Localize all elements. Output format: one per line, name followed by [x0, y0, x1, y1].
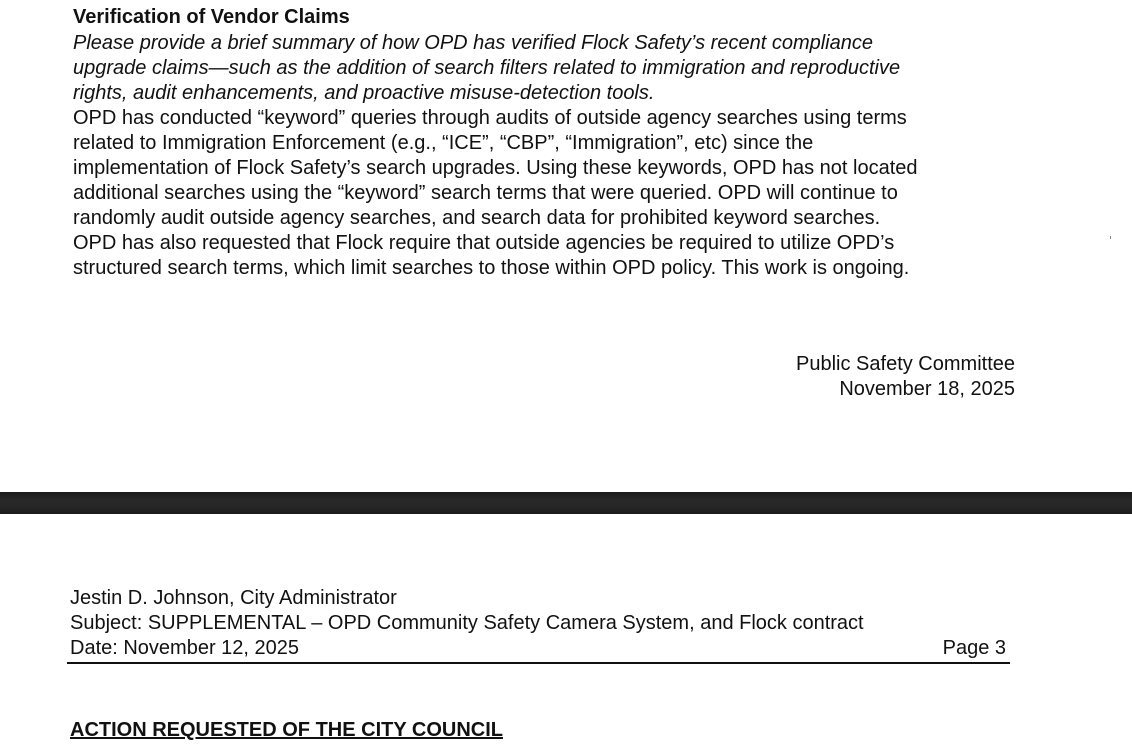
section-heading: Verification of Vendor Claims	[73, 6, 350, 28]
scan-speck	[1110, 236, 1111, 239]
next-section-title: ACTION REQUESTED OF THE CITY COUNCIL	[70, 719, 503, 741]
page-number: Page 3	[942, 637, 1006, 659]
answer-line: implementation of Flock Safety’s search upgrades. Using these keywords, OPD has not located	[73, 157, 918, 179]
answer-line: OPD has conducted “keyword” queries through audits of outside agency searches using terms	[73, 107, 907, 129]
question-line: upgrade claims—such as the addition of search filters related to immigration and reproductive	[73, 57, 901, 79]
answer-line: OPD has also requested that Flock require that outside agencies be required to utilize OPD’s	[73, 232, 895, 254]
header-date: Date: November 12, 2025	[70, 637, 300, 659]
answer-line: randomly audit outside agency searches, and search data for prohibited keyword searches.	[73, 207, 881, 229]
header-rule	[67, 662, 1010, 664]
question-line: Please provide a brief summary of how OPD has verified Flock Safety’s recent compliance	[73, 32, 873, 54]
question-line: rights, audit enhancements, and proactive misuse-detection tools.	[73, 82, 655, 104]
footer-date: November 18, 2025	[839, 378, 1015, 400]
answer-line: structured search terms, which limit searches to those within OPD policy. This work is ongoing.	[73, 257, 910, 279]
answer-line: related to Immigration Enforcement (e.g., “ICE”, “CBP”, “Immigration”, etc) since the	[73, 132, 814, 154]
page-break-divider	[0, 492, 1132, 514]
header-author: Jestin D. Johnson, City Administrator	[70, 587, 397, 609]
footer-committee: Public Safety Committee	[796, 353, 1015, 375]
header-subject: Subject: SUPPLEMENTAL – OPD Community Safety Camera System, and Flock contract	[70, 612, 864, 634]
answer-line: additional searches using the “keyword” search terms that were queried. OPD will continue to	[73, 182, 898, 204]
